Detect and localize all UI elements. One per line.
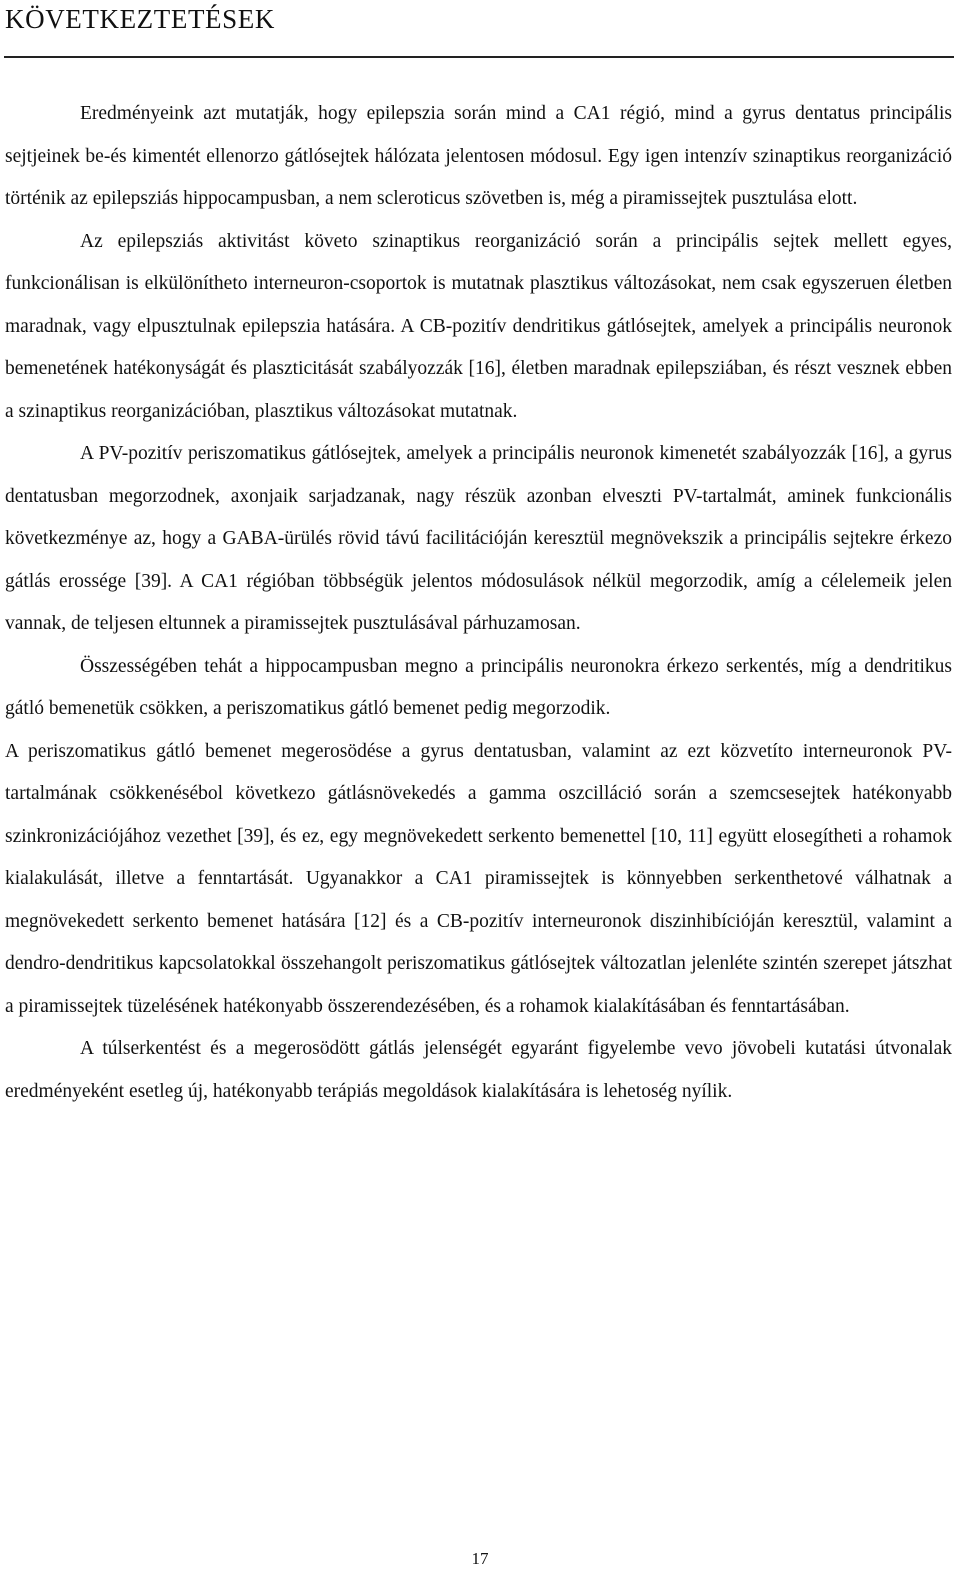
paragraph-2: Az epilepsziás aktivitást követo szinaptikus reorganizáció során a principális sejtek mellett egyes, funkcionálisan is elkülönítheto interneuron-csoportok is mutatnak plasztikus változásokat, nem csak egyszeruen életben maradnak, vagy elpusztulnak epilepszia hatására. A CB-pozitív dendritikus gátlósejtek, amelyek a principális neuronok bemenetének hatékonyságát és plaszticitását szabályozzák [16], életben maradnak epilepsziában, és részt vesznek ebben a szinaptikus reorganizációban, plasztikus változásokat mutatnak. (5, 230, 952, 422)
paragraph-4: Összességében tehát a hippocampusban megno a principális neuronokra érkezo serkentés, míg a dendritikus gátló bemenetük csökken, a periszomatikus gátló bemenet pedig megorzodik. (5, 655, 952, 719)
paragraph-6: A túlserkentést és a megerosödött gátlás jelenségét egyaránt figyelembe vevo jövobeli kutatási útvonalak eredményeként esetleg új, hatékonyabb terápiás megoldások kialakítására is lehetoség nyílik. (5, 1038, 952, 1102)
paragraph-3: A PV-pozitív periszomatikus gátlósejtek, amelyek a principális neuronok kimenetét szabályozzák [16], a gyrus dentatusban megorzodnek, axonjaik sarjadzanak, nagy részük azonban elveszti PV-tartalmát, aminek funkcionális következménye az, hogy a GABA-ürülés rövid távú facilitációján keresztül megnövekszik a principális sejtekre érkezo gátlás erossége [39]. A CA1 régióban többségük jelentos módosulások nélkül megorzodik, amíg a célelemeik jelen vannak, de teljesen eltunnek a piramissejtek pusztulásával párhuzamosan. (5, 443, 952, 634)
paragraph-5: A periszomatikus gátló bemenet megerosödése a gyrus dentatusban, valamint az ezt közvetíto interneuronok PV-tartalmának csökkenésébol következo gátlásnövekedés a gamma oszcilláció során a szemcsesejtek hatékonyabb szinkronizációjához vezethet [39], és ez, egy megnövekedett serkento bemenettel [10, 11] együtt elosegítheti a rohamok kialakulását, illetve a fenntartását. Ugyanakkor a CA1 piramissejtek is könnyebben serkenthetové válhatnak a megnövekedett serkento bemenet hatására [12] és a CB-pozitív interneuronok diszinhibícióján keresztül, valamint a dendro-dendritikus kapcsolatokkal összehangolt periszomatikus gátlósejtek változatlan jelenléte szintén szerepet játszhat a piramissejtek tüzelésének hatékonyabb összerendezésében, és a rohamok kialakításában és fenntartásában. (5, 740, 952, 1017)
body-text (5, 93, 952, 1113)
page-number: 17 (471, 1549, 489, 1568)
heading-rule (4, 56, 954, 58)
paragraph-1: Eredményeink azt mutatják, hogy epilepszia során mind a CA1 régió, mind a gyrus dentatus principális sejtjeinek be-és kimentét ellenorzo gátlósejtek hálózata jelentosen módosul. Egy igen intenzív szinaptikus reorganizáció történik az epilepsziás hippocampusban, a nem scleroticus szövetben is, még a piramissejtek pusztulása elott. (5, 103, 952, 209)
section-heading: KÖVETKEZTETÉSEK (5, 4, 275, 34)
